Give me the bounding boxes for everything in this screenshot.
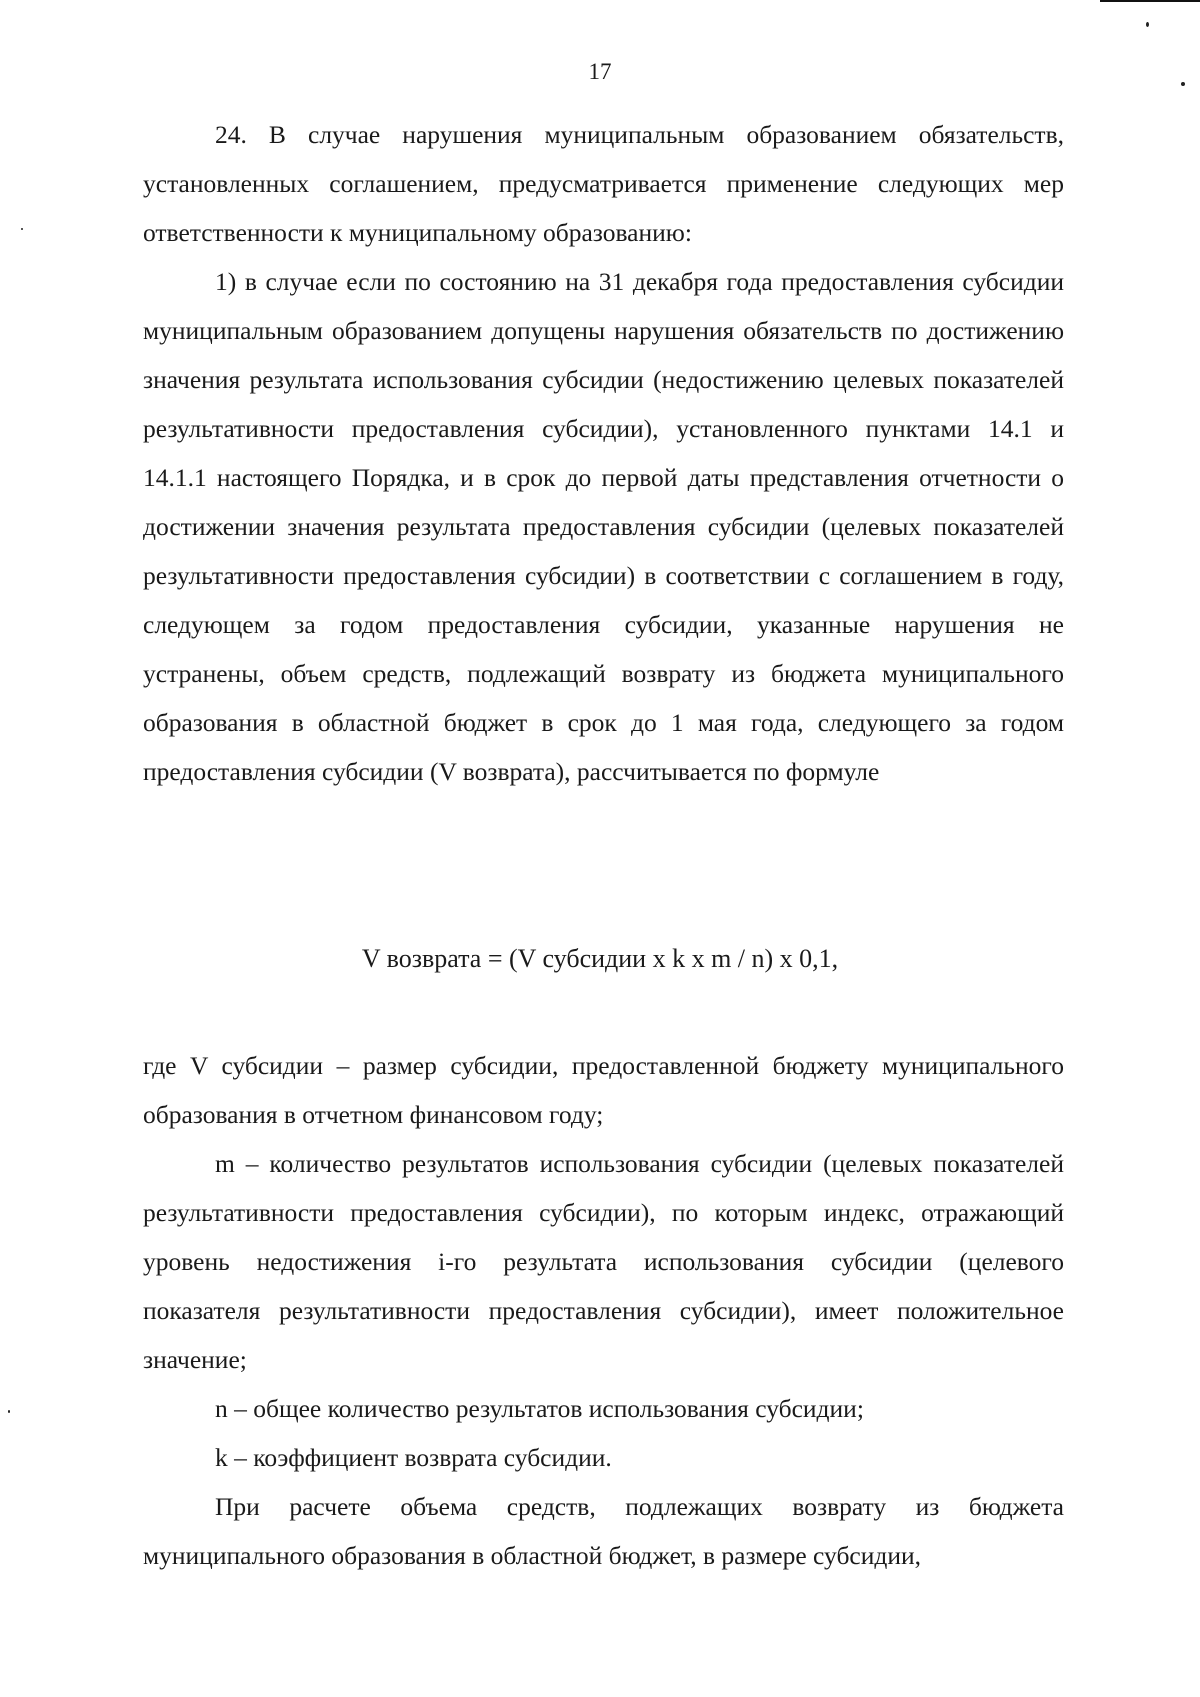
body-text-top [143,110,1064,796]
scan-edge-line [1100,0,1200,2]
definition-n: n – общее количество результатов использования субсидии; [215,1394,864,1423]
scan-speck [21,228,23,230]
formula: V возврата = (V субсидии x k x m / n) x 0,1, [361,944,839,973]
paragraph-24: 24. В случае нарушения муниципальным образованием обязательств, установленных соглашением, предусматривается применение следующих мер ответственности к муниципальному образованию: [143,120,1064,247]
definition-m: m – количество результатов использования субсидии (целевых показателей результативности предоставления субсидии), по которым индекс, отражающий уровень недостижения i-го результата использования субсидии (целевого показателя результативности предоставления субсидии), имеет положительное значение; [143,1149,1064,1374]
scan-speck [8,1410,10,1413]
scan-speck [1146,22,1149,27]
definition-k: k – коэффициент возврата субсидии. [215,1443,612,1472]
paragraph-24-1: 1) в случае если по состоянию на 31 декабря года предоставления субсидии муниципальным образованием допущены нарушения обязательств по достижению значения результата использования субсидии (недостижению целевых показателей результативности предоставления субсидии), установленного пунктами 14.1 и 14.1.1 настоящего Порядка, и в срок до первой даты представления отчетности о достижении значения результата предоставления субсидии (целевых показателей результативности предоставления субсидии) в соответствии с соглашением в году, следующем за годом предоставления субсидии, указанные нарушения не устранены, объем средств, подлежащий возврату из бюджета муниципального образования в областной бюджет в срок до 1 мая года, следующего за годом предоставления субсидии (V возврата), рассчитывается по формуле [143,267,1064,786]
paragraph-calculation: При расчете объема средств, подлежащих возврату из бюджета муниципального образования в областной бюджет, в размере субсидии, [143,1492,1064,1570]
body-text-bottom [143,1041,1064,1580]
page-number: 17 [588,59,612,84]
definition-v-subsidy: где V субсидии – размер субсидии, предоставленной бюджету муниципального образования в отчетном финансовом году; [143,1051,1064,1129]
